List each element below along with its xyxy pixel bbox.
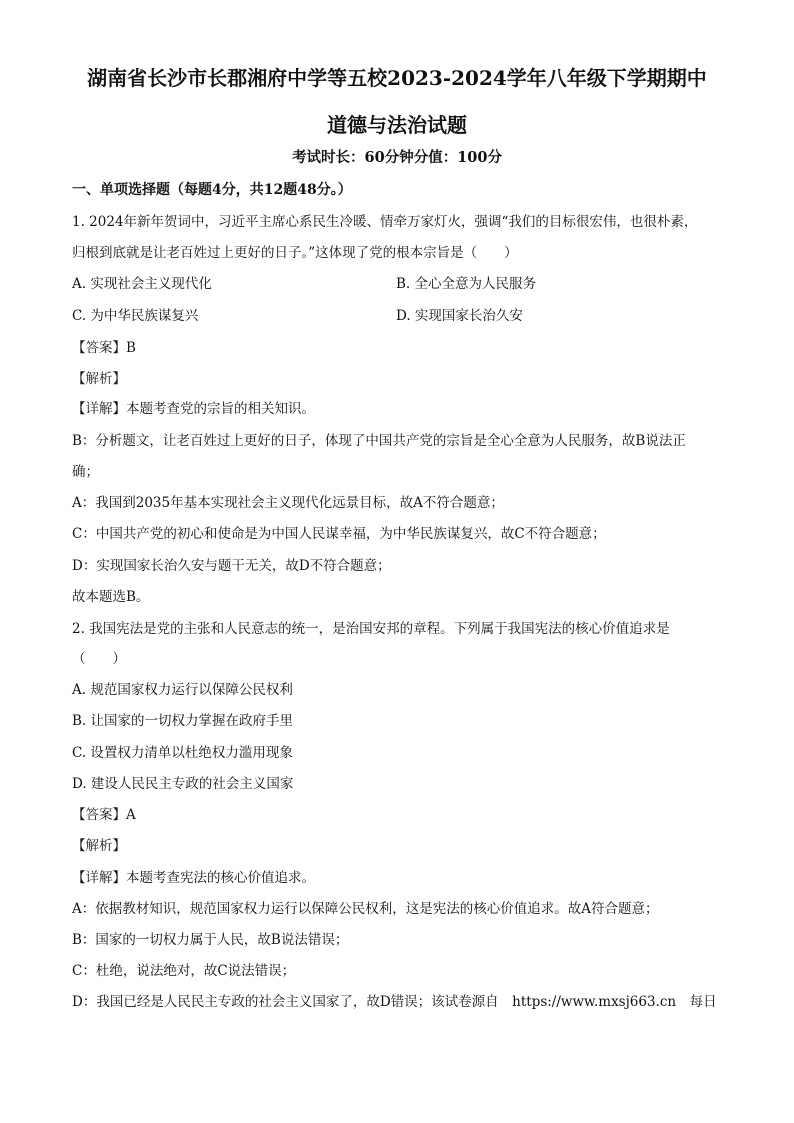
- question-1-option-b: B. 全心全意为人民服务: [396, 276, 537, 292]
- question-1-option-a: A. 实现社会主义现代化: [72, 276, 212, 292]
- question-1-conclusion: 故本题选B。: [72, 589, 150, 605]
- question-1-analysis-label: 【解析】: [72, 371, 126, 387]
- question-2-answer: 【答案】A: [72, 807, 136, 823]
- question-2-explain-a: A：依据教材知识，规范国家权力运行以保障公民权利，这是宪法的核心价值追求。故A符合题意；: [72, 901, 659, 917]
- question-2-option-a: A. 规范国家权力运行以保障公民权利: [72, 682, 293, 698]
- exam-info: 考试时长：60分钟分值：100分: [292, 149, 502, 166]
- question-1-stem-line2: 归根到底就是让老百姓过上更好的日子。”这体现了党的根本宗旨是（ ）: [72, 245, 518, 261]
- question-1-explain-b-line1: B：分析题文，让老百姓过上更好的日子，体现了中国共产党的宗旨是全心全意为人民服务，故B说法正: [72, 433, 686, 449]
- question-2-option-b: B. 让国家的一切权力掌握在政府手里: [72, 713, 294, 729]
- question-1-explain-a: A：我国到2035年基本实现社会主义现代化远景目标，故A不符合题意；: [72, 495, 504, 511]
- question-2-option-d: D. 建设人民民主专政的社会主义国家: [72, 776, 294, 792]
- question-2-stem-line2: （ ）: [72, 651, 126, 667]
- section-heading: 一、单项选择题（每题4分，共12题48分。）: [72, 182, 352, 198]
- question-2-stem-line1: 2. 我国宪法是党的主张和人民意志的统一，是治国安邦的章程。下列属于我国宪法的核心价值追求是: [72, 621, 670, 637]
- document-title-line1: 湖南省长沙市长郡湘府中学等五校2023-2024学年八年级下学期期中: [87, 66, 707, 90]
- question-1-explain-b-line2: 确；: [72, 464, 99, 480]
- document-title-line2: 道德与法治试题: [327, 113, 467, 137]
- question-1-option-d: D. 实现国家长治久安: [396, 308, 523, 324]
- question-1-answer: 【答案】B: [72, 340, 136, 356]
- question-1-detail: 【详解】本题考查党的宗旨的相关知识。: [72, 401, 315, 417]
- question-2-explain-c: C：杜绝，说法绝对，故C说法错误；: [72, 963, 296, 979]
- question-1-explain-c: C：中国共产党的初心和使命是为中国人民谋幸福，为中华民族谋复兴，故C不符合题意；: [72, 526, 606, 542]
- question-2-detail: 【详解】本题考查宪法的核心价值追求。: [72, 870, 315, 886]
- question-2-option-c: C. 设置权力清单以杜绝权力滥用现象: [72, 745, 293, 761]
- question-1-explain-d: D：实现国家长治久安与题干无关，故D不符合题意；: [72, 558, 391, 574]
- question-1-stem-line1: 1. 2024年新年贺词中，习近平主席心系民生冷暖、情牵万家灯火，强调“我们的目标很宏伟，也很朴素，: [72, 214, 698, 230]
- question-2-explain-b: B：国家的一切权力属于人民，故B说法错误；: [72, 932, 349, 948]
- question-2-analysis-label: 【解析】: [72, 838, 126, 854]
- question-1-option-c: C. 为中华民族谋复兴: [72, 308, 199, 324]
- question-2-explain-d: D：我国已经是人民民主专政的社会主义国家了，故D错误；该试卷源自 https://www.mxsj663.cn 每日: [72, 994, 717, 1010]
